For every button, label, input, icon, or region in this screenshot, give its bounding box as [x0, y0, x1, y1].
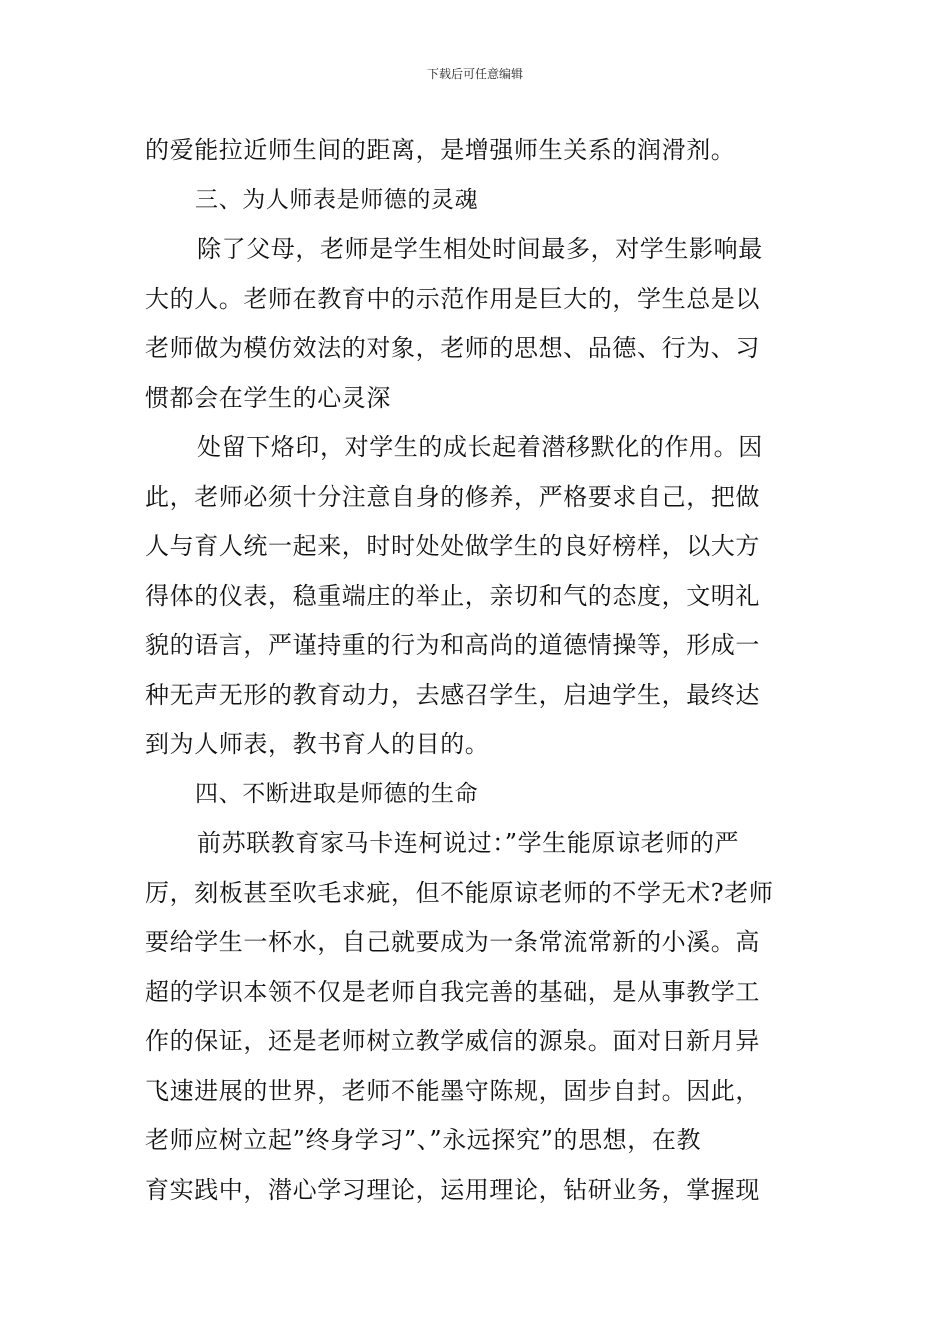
text-line: 老师做为模仿效法的对象，老师的思想、品德、行为、习 [145, 334, 760, 362]
text-line: 的爱能拉近师生间的距离，是增强师生关系的润滑剂。 [145, 136, 736, 164]
text-line: 前苏联教育家马卡连柯说过：”学生能原谅老师的严 [197, 829, 740, 857]
text-line: 此，老师必须十分注意自身的修养，严格要求自己，把做 [145, 482, 760, 511]
text-line: 除了父母，老师是学生相处时间最多，对学生影响最 [197, 235, 763, 263]
text-line: 貌的语言，严谨持重的行为和高尚的道德情操等，形成一 [145, 631, 760, 659]
text-line: 要给学生一杯水，自己就要成为一条常流常新的小溪。高 [145, 928, 760, 956]
section-heading-4: 四、不断进取是师德的生命 [195, 780, 479, 807]
text-line: 育实践中，潜心学习理论，运用理论，钻研业务，掌握现 [145, 1175, 760, 1204]
section-heading-3: 三、为人师表是师德的灵魂 [195, 186, 479, 213]
text-line: 作的保证，还是老师树立教学威信的源泉。面对日新月异 [145, 1027, 760, 1055]
text-line: 种无声无形的教育动力，去感召学生，启迪学生，最终达 [145, 680, 760, 709]
text-line: 人与育人统一起来，时时处处做学生的良好榜样，以大方 [145, 532, 760, 560]
page-header-note: 下载后可任意编辑 [426, 67, 523, 81]
text-line: 飞速进展的世界，老师不能墨守陈规，固步自封。因此， [145, 1076, 760, 1105]
text-line: 惯都会在学生的心灵深 [145, 383, 391, 412]
text-line: 老师应树立起”终身学习”、”永远探究”的思想，在教 [145, 1126, 702, 1154]
document-body [145, 126, 810, 1215]
text-line: 厉，刻板甚至吹毛求疵，但不能原谅老师的不学无术?老师 [145, 878, 774, 907]
text-line: 超的学识本领不仅是老师自我完善的基础，是从事教学工 [145, 977, 760, 1006]
text-line: 得体的仪表，稳重端庄的举止，亲切和气的态度，文明礼 [145, 581, 760, 610]
text-line: 大的人。老师在教育中的示范作用是巨大的，学生总是以 [145, 284, 760, 313]
text-line: 处留下烙印，对学生的成长起着潜移默化的作用。因 [197, 433, 763, 461]
text-line: 到为人师表，教书育人的目的。 [145, 730, 490, 758]
